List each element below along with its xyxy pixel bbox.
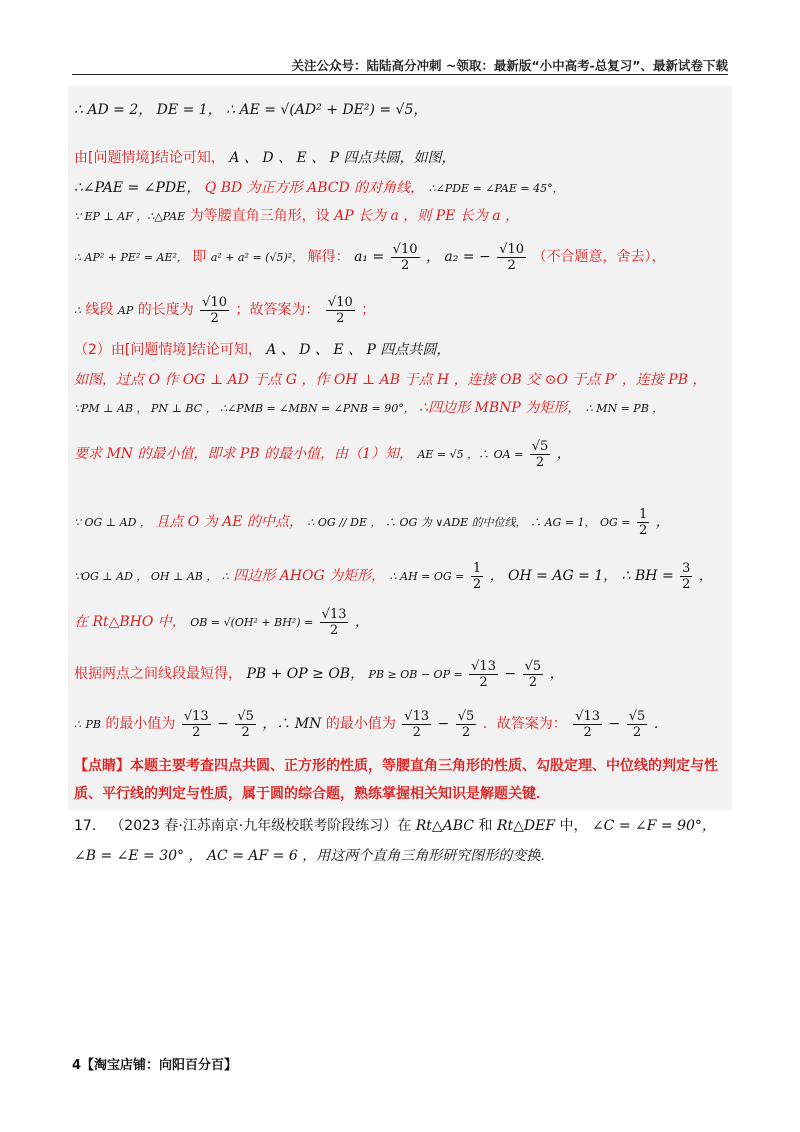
question-17-line-1: 17． （2023 春·江苏南京·九年级校联考阶段练习）在 Rt△ABC 和 Rt△DEF 中， ∠C = ∠F = 90°， (74, 818, 716, 834)
fraction-sqrt5-over-2: $\frac{√5}{2}$ (628, 708, 646, 740)
solution-line-3: ∴∠PAE = ∠PDE， Q BD 为正方形 ABCD 的对角线， ∴∠PDE = ∠PAE = 45°， (74, 180, 564, 196)
fraction-sqrt5-over-2: $\frac{√5}{2}$ (457, 708, 475, 740)
solution-line-10: 要求 MN 的最小值，即求 PB 的最小值，由（1）知， AE = √5 ，∴ OA = $\frac{√5}{2}$ ， (74, 438, 571, 470)
fraction-sqrt5-over-2: $\frac{√5}{2}$ (524, 658, 542, 690)
solution-line-11: ∵ OG ⊥ AD ， 且点 O 为 AE 的中点， ∴ OG // DE ， ∴ OG 为 ∨ADE 的中位线， ∴ AG = 1， OG = $\frac{1}{2}$ ， (74, 506, 670, 538)
solution-line-15: ∴ PB 的最小值为 $\frac{√13}{2}$ − $\frac{√5}{2}$ ，∴ MN 的最小值为 $\frac{√13}{2}$ − $\frac{√5}{2}$ ．故答案为： $\frac{√13}{2}$ − $\frac{√5}{2}$ ． (74, 708, 668, 740)
solution-line-14: 根据两点之间线段最短得， PB + OP ≥ OB， PB ≥ OB − OP = $\frac{√13}{2}$ − $\frac{√5}{2}$ ， (74, 658, 564, 690)
solution-line-7: （2）由[问题情境]结论可知， A 、 D 、 E 、 P 四点共圆， (74, 342, 451, 358)
fraction-sqrt5-over-2: $\frac{√5}{2}$ (237, 708, 254, 740)
fraction-sqrt13-over-2: $\frac{√13}{2}$ (183, 708, 209, 740)
fraction-sqrt10-over-2: $\frac{√10}{2}$ (499, 241, 525, 273)
page-header (72, 52, 728, 75)
page-footer (72, 1054, 237, 1073)
fraction-sqrt13-over-2: $\frac{√13}{2}$ (575, 708, 601, 740)
fraction-sqrt10-over-2: $\frac{√10}{2}$ (327, 294, 353, 326)
fraction-1-over-2: $\frac{1}{2}$ (472, 560, 482, 592)
solution-line-9: ∵PM ⊥ AB ， PN ⊥ BC ， ∴∠PMB = ∠MBN = ∠PNB = 90°， ∴四边形 MBNP 为矩形， ∴ MN = PB ， (74, 400, 664, 416)
solution-line-1: ∴ AD = 2， DE = 1， ∴ AE = √(AD² + DE²) = √5， (74, 102, 428, 118)
footer-text: 4【淘宝店铺：向阳百分百】 (72, 1058, 238, 1073)
fraction-sqrt5-over-2: $\frac{√5}{2}$ (531, 438, 549, 470)
fraction-1-over-2: $\frac{1}{2}$ (638, 506, 648, 538)
fraction-3-over-2: $\frac{3}{2}$ (682, 560, 691, 592)
solution-line-6: ∴ 线段 AP 的长度为 $\frac{√10}{2}$ ；故答案为： $\frac{√10}{2}$ ； (74, 294, 376, 326)
tip-paragraph (74, 752, 726, 808)
solution-line-13: 在 Rt△BHO 中， OB = √(OH² + BH²) = $\frac{√13}{2}$ ， (74, 606, 369, 638)
fraction-sqrt10-over-2: $\frac{√10}{2}$ (202, 294, 227, 326)
solution-line-2: 由[问题情境]结论可知， A 、 D 、 E 、 P 四点共圆，如图， (74, 150, 456, 166)
solution-line-8: 如图，过点 O 作 OG ⊥ AD 于点 G ，作 OH ⊥ AB 于点 H ，连接 OB 交 ⊙O 于点 P′ ，连接 PB ， (74, 372, 707, 388)
fraction-sqrt13-over-2: $\frac{√13}{2}$ (404, 708, 430, 740)
question-17-line-2: ∠B = ∠E = 30° ， AC = AF = 6 ，用这两个直角三角形研究图形的变换． (74, 848, 555, 864)
fraction-sqrt13-over-2: $\frac{√13}{2}$ (471, 658, 496, 690)
solution-line-4: ∵ EP ⊥ AF ，∴△PAE 为等腰直角三角形，设 AP 长为 a ，则 PE 长为 a ， (74, 208, 520, 224)
fraction-sqrt13-over-2: $\frac{√13}{2}$ (321, 606, 347, 638)
fraction-sqrt10-over-2: $\frac{√10}{2}$ (392, 241, 418, 273)
solution-line-12: ∵OG ⊥ AD ， OH ⊥ AB ， ∴ 四边形 AHOG 为矩形， ∴ AH = OG = $\frac{1}{2}$ ， OH = AG = 1， ∴ BH = $\frac{3}{2}$ ， (74, 560, 713, 592)
tip-text: 本题主要考查四点共圆、正方形的性质，等腰直角三角形的性质、勾股定理、中位线的判定与性质、平行线的判定与性质，属于圆的综合题，熟练掌握相关知识是解题关键． (74, 758, 718, 802)
header-text: 关注公众号：陆陆高分冲刺 ~领取：最新版“小中高考-总复习”、最新试卷下载 (291, 58, 728, 73)
tip-tag: 【点睛】 (74, 758, 130, 774)
solution-line-5: ∴ AP² + PE² = AE²， 即 a² + a² = (√5)²， 解得： a₁ = $\frac{√10}{2}$ ， a₂ = − $\frac{√10}{2}$ （不合题意，舍去）， (74, 241, 666, 273)
